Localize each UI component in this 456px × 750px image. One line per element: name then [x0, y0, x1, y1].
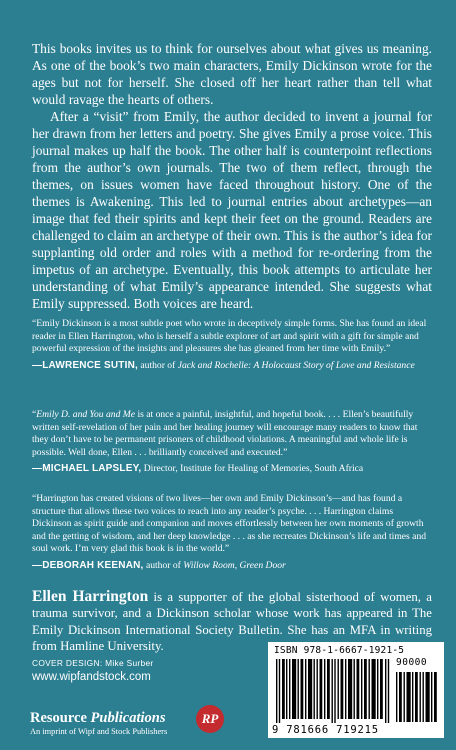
- isbn-barcode: [268, 642, 444, 738]
- endorser-affiliation: Director, Institute for Healing of Memories, South Africa: [143, 463, 364, 475]
- publisher-imprint: [30, 710, 220, 737]
- quoted-book-title: Emily D. and You and Me: [36, 409, 136, 420]
- endorser-work-title: Jack and Rochelle: A Holocaust Story of Love and Resistance: [177, 359, 415, 371]
- quote-open-mark: “: [32, 409, 37, 420]
- endorsement-attribution: [32, 560, 432, 573]
- endorser-name: —DEBORAH KEENAN,: [32, 559, 144, 571]
- barcode-bars-icon: [276, 659, 390, 723]
- endorser-affiliation-prefix: author of: [145, 559, 181, 571]
- cover-design-credit: COVER DESIGN: Mike Surber: [32, 658, 154, 668]
- isbn-number-top: ISBN 978-1-6667-1921-5: [274, 645, 405, 656]
- endorsement-text-rest: is at once a painful, insightful, and hopeful book. . . . Ellen’s beautifully written self-revelation of her pain and her healing journey will encourage many readers to know that they don’t have to be permanent prisoners of childhood violations. A meaningful and whole life is possible. Well done, Ellen . . . brilliantly conceived and executed.”: [32, 409, 418, 458]
- imprint-line: An imprint of Wipf and Stock Publishers: [30, 727, 168, 736]
- description-paragraph-2: After a “visit” from Emily, the author decided to invent a journal for her drawn from her letters and poetry. She gives Emily a prose voice. This journal makes up half the book. The other half is counterpoint reflections from the author’s own journals. The two of them reflect, through the themes, on issues women have faced throughout history. One of the themes is Awakening. This led to journal entries about archetypes—an image that fed their spirits and kept their feet on the ground. Readers are challenged to claim an archetype of their own. This is the author’s idea for supplanting old order and roles with a method for re-ordering from the impetus of an archetype. Eventually, this book attempts to articulate her understanding of what Emily’s appearance intended. She suggests what Emily suppressed. Both voices are heard.: [32, 109, 432, 311]
- endorser-name: —LAWRENCE SUTIN,: [32, 359, 138, 371]
- isbn-number-bottom: 9 781666 719215: [272, 724, 379, 736]
- endorser-work-title: Willow Room, Green Door: [183, 559, 286, 571]
- endorsement-text: “Emily Dickinson is a most subtle poet who wrote in deceptively simple forms. She has found an ideal reader in Ellen Harrington, who is herself a subtle explorer of art and spirit with a gift for simple and powerful expression of the insights and pleasures she has gleaned from her time with Emily.”: [32, 318, 427, 355]
- publisher-website: www.wipfandstock.com: [32, 671, 151, 683]
- endorser-name: —MICHAEL LAPSLEY,: [32, 463, 142, 475]
- publisher-name-italic: Publications: [90, 710, 166, 726]
- endorsement-keenan: [32, 493, 432, 573]
- endorsement-attribution: [32, 463, 432, 476]
- endorsement-sutin: [32, 318, 432, 372]
- publisher-name-part: Resource: [30, 710, 91, 726]
- price-barcode-icon: [396, 672, 438, 736]
- author-bio-text: is a supporter of the global sisterhood of women, a trauma survivor, and a Dickinson scholar whose work has appeared in The Emily Dickinson International Society Bulletin. She has an MFA in writing from Hamline University.: [32, 590, 432, 654]
- cover-credits: [32, 658, 242, 685]
- endorsement-text: “Harrington has created visions of two lives—her own and Emily Dickinson’s—and has found a structure that allows these two voices to reach into any reader’s psyche. . . . Harrington claims Dickinson as spirit guide and companion and moves effortlessly between her own moments of growth and the getting of wisdom, and her deep knowledge . . . as she recreates Dickinson’s life and times and soul work. I’m very glad this book is in the world.”: [32, 493, 427, 555]
- description-paragraph-1: This books invites us to think for ourselves about what gives us meaning. As one of the book’s two main characters, Emily Dickinson wrote for the ages but not for herself. She closed off her heart rather than tell what would ravage the hearts of others.: [32, 41, 432, 107]
- price-code: 90000: [396, 657, 428, 668]
- author-name: Ellen Harrington: [32, 588, 149, 605]
- publisher-logo-icon: RP: [196, 705, 224, 733]
- endorser-affiliation-prefix: author of: [140, 359, 176, 371]
- endorsement-lapsley: [32, 409, 432, 476]
- publisher-name: [30, 710, 220, 726]
- endorsement-attribution: [32, 360, 432, 373]
- endorsement-text: [32, 409, 432, 459]
- book-description: [32, 40, 432, 312]
